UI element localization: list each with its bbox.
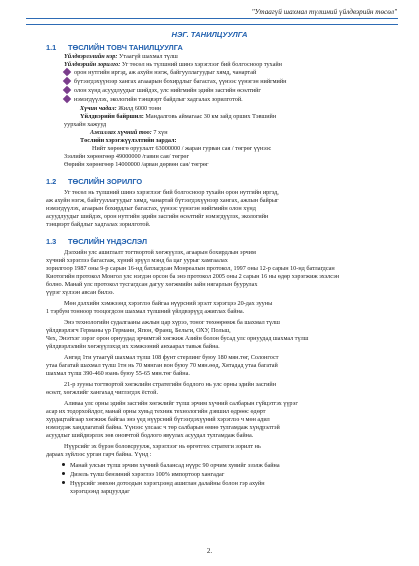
diamond-bullet-icon bbox=[63, 77, 71, 85]
workforce-line bbox=[90, 129, 419, 137]
header-rule bbox=[26, 18, 398, 25]
paragraph-line: өсөлт, хөгжлийг хангахад чиглэгдэх ёстой. bbox=[46, 389, 158, 396]
paragraph-line: дараах зүйлээс урган гарч байна. Үүнд : bbox=[46, 451, 152, 458]
purpose-text: Уг төсөл нь түлшний шинэ хэрэглээг бий болгосноор тухайн bbox=[121, 61, 282, 68]
capacity-line bbox=[80, 105, 410, 113]
paragraph-line: асуудлуудыг шийдэх, орон нутгийн эдийн засгийн өсөлтийг нэмэгдүүлэх, экологийн bbox=[46, 213, 269, 220]
project-name-label: Үйлдвэрлэлийн нэр: bbox=[64, 53, 118, 60]
section-heading-1-1 bbox=[46, 43, 183, 52]
paragraph-line: 21-р зууны тогтвортой хөгжлийн стратегийн бодлого нь улс орны эдийн засгийн bbox=[64, 381, 277, 388]
bullet-dot-icon bbox=[62, 463, 65, 466]
cost-line: Өөрийн хөрөнгөөр 14000000 /арван дөрвөн сая/ төгрөг bbox=[64, 161, 209, 168]
workforce-value: 7 хүн bbox=[153, 129, 168, 136]
workforce-label: Ажиллах хүчний тоо: bbox=[90, 129, 152, 136]
list-item: Манай улсын түлш эрчим хүчний балансад нүүрс 90 орчим хувийг эзэлж байна bbox=[62, 462, 392, 470]
bullet-dot-icon bbox=[62, 481, 65, 484]
chapter-title: НЭГ. ТАНИЛЦУУЛГА bbox=[171, 30, 248, 39]
location-value: Мандалговь аймагаас 30 км зайд орших Тэвшийн bbox=[145, 113, 277, 120]
diamond-bullet-icon bbox=[63, 95, 71, 103]
purpose-line bbox=[64, 61, 394, 69]
project-name-line bbox=[64, 53, 394, 61]
paragraph-line: асар их тодорхойлдог, манай орны хувьд техник технологийн дэвшил өдрөөс өдөрт bbox=[46, 408, 266, 415]
project-name-value: Утаагүй шахмал түлш bbox=[119, 53, 178, 60]
cost-line: Зээлийн хөрөнгөөр 49000000 /гавин сая/ төгрөг bbox=[64, 153, 190, 160]
running-header: "Утаагүй шахмал түлшний үйлдвэрийн төсөл" bbox=[251, 8, 397, 16]
section-title: ТӨСЛИЙН ҮНДЭСЛЭЛ bbox=[68, 237, 148, 246]
list-item-continuation: хэрэгцээнд зарцуулдаг bbox=[70, 488, 130, 495]
section-heading-1-2 bbox=[46, 177, 142, 186]
paragraph-line: Аливаа улс орны эдийн засгийн хөгжлийг түлш эрчим хүчний салбарын гүйцэтгэх үүрэг bbox=[64, 400, 298, 407]
purpose-label: Үйлдвэрийн зорилго: bbox=[64, 61, 121, 68]
paragraph-line: Чех, Энэтхэг зэрэг орон орнуудад эрчимтэй хөгжиж Азийн болон бусад улс орнуудад шахмал түлш bbox=[46, 335, 309, 342]
costs-title: Төслийн хэрэгжүүлэлтийн зардал: bbox=[80, 137, 177, 144]
paragraph-line: нэмэгдэж хандлагатай байна. Үүнээс улсаас ч төр салбарын өмнө тулгамдаж хүндрэлтэй bbox=[46, 424, 280, 431]
paragraph-line: хүчний хэрэглээ багасгаж, хүний эрүүл мэнд ба цаг уурыг хамгаалах bbox=[46, 257, 228, 264]
cost-line: Нийт хөрөнгө оруулалт 63000000 / жаран гурван сая / төгрөг үүнээс bbox=[92, 145, 272, 152]
diamond-bullet-icon bbox=[63, 68, 71, 76]
paragraph-line: Нүүрсийг эх бүрэн боловсруулж, хэрэглээг нь өргөтгөх стратеги зорилт нь bbox=[64, 443, 261, 450]
section-number: 1.2 bbox=[46, 177, 57, 186]
paragraph-line: утаа багатай шахмал түлш 1тн нь 70 мянган вон буюу 70 мян.өөд, Хятадад утаа багатай bbox=[46, 362, 278, 369]
section-number: 1.1 bbox=[46, 43, 57, 52]
purpose-bullet: орон нутгийн иргэд, аж ахуйн нэгж, байгууллагуудыг хямд, чанартай bbox=[64, 69, 394, 77]
paragraph-line: үүрэг хүлээн авсан билээ. bbox=[46, 289, 115, 296]
paragraph-line: хурдацтайгаар хөгжиж байгаа энэ үед нүүрсний бүтээгдэхүүний хэрэглээ ч мөн адил bbox=[46, 416, 270, 423]
paragraph-line: Уг төсөл нь түлшний шинэ хэрэглээг бий болгосноор тухайн орон нутгийн иргэд, bbox=[64, 189, 279, 196]
location-line bbox=[80, 113, 410, 121]
list-item: Нүүрсийг зөвхөн дотоодын хэрэгцээнд ашиглан далайны болон гэр ахуйн bbox=[62, 480, 392, 488]
page-number: 2. bbox=[206, 547, 213, 555]
purpose-bullet: олон хүнд асуудлуудыг шийдэх, улс нийгмийн эдийн засгийн өсөлтийг bbox=[64, 87, 394, 95]
location-label: Үйлдвэрийн байршил: bbox=[80, 113, 144, 120]
diamond-bullet-icon bbox=[63, 86, 71, 94]
paragraph-line: үйлдвэрлэгч Германы үр Германн, Япон, Франц, Бельги, ОХУ, Польш, bbox=[46, 327, 231, 334]
section-heading-1-3 bbox=[46, 237, 147, 246]
purpose-bullet: нэмэгдүүлэх, экологийн тэнцвэрт байдлыг хадгалах зорилготой. bbox=[64, 96, 394, 104]
paragraph-line: тэнцвэрт байдлыг хадгалах зорилготой. bbox=[46, 221, 151, 228]
paragraph-line: үйлдвэрлэлийн хөгжүүлэхэд их хэмжээний анхаарал тавьж байна. bbox=[46, 343, 220, 350]
paragraph-line: болно. Манай улс протокол тусгагдсан дагуу хөгжмийн зайн нягарлын буурулах bbox=[46, 281, 258, 288]
paragraph-line: асуудлыг шийдвэрлэх зөв оновчтой бодлого явуулах асуудал тулгамдаж байна. bbox=[46, 432, 254, 439]
location-line-2: уурхайн хажууд bbox=[64, 121, 107, 128]
section-title: ТӨСЛИЙН ТОВЧ ТАНИЛЦУУЛГА bbox=[68, 43, 183, 52]
paragraph-line: Мөн дэлхийн хэмжээнд хэрэглээ байгаа нүүрсний эрэлт хэрэгцээ 20-дах зууны bbox=[64, 300, 273, 307]
paragraph-line: Дэлхийн улс ашиглалт тогтвортой хөгжүүлэх, агаарын бохирдлын эрчим bbox=[64, 249, 256, 256]
list-item: Дизель түлш бензиний хэрэглээ 100% импортоор хангадаг bbox=[62, 471, 392, 479]
section-title: ТӨСЛИЙН ЗОРИЛГО bbox=[68, 177, 143, 186]
paragraph-line: 1 тэрбум тонноор тооцогдсон шахмал түлшний үйлдвэрүүд ажиглах байна. bbox=[46, 308, 245, 315]
purpose-bullet: бүтээгдэхүүнээр хангах агааарын бохирдлыг багасгах, үүнээс үүнэгэн нийгмийн bbox=[64, 78, 394, 86]
capacity-label: Хүчин чадал: bbox=[80, 105, 117, 112]
paragraph-line: нэмэгдүүлэх, агаарын бохирдлыг багасгах, үүнээс үүнэгэн нийгмийн олон хүнд bbox=[46, 205, 256, 212]
section-number: 1.3 bbox=[46, 237, 57, 246]
paragraph-line: Энэ технологийн судалгааны ажлын цар хүрээ, тоног төхөөрөмж ба шахмал түлш bbox=[64, 319, 280, 326]
paragraph-line: аж ахуйн нэгж, байгууллагуудыг хямд, чанартай бүтээгдэхүүнээр хангах, ажлын байрыг bbox=[46, 197, 279, 204]
bullet-dot-icon bbox=[62, 472, 65, 475]
paragraph-line: шахмал түлш 390-460 юань буюу 55-65 мян.төг байна. bbox=[46, 370, 190, 377]
paragraph-line: Ангид 1ти утаагүй шахмал түлш 108 фунт стерлинг буюу 180 мян.төг, Солонгост bbox=[64, 354, 279, 361]
capacity-value: Жилд 6000 тонн bbox=[118, 105, 162, 112]
paragraph-line: зорилгоор 1987 оны 9-р сарын 16-нд батлагдсан Монреалын протокол, 1997 оны 12-р сарын 10-нд батлагдсан bbox=[46, 265, 335, 272]
paragraph-line: Киотогийн протокол Монгол улс нэгдэн орсон ба энэ протокол 2005 оны 2 сарын 16 ны өдөр хэрэгжиж эхэлсэн bbox=[46, 273, 340, 280]
